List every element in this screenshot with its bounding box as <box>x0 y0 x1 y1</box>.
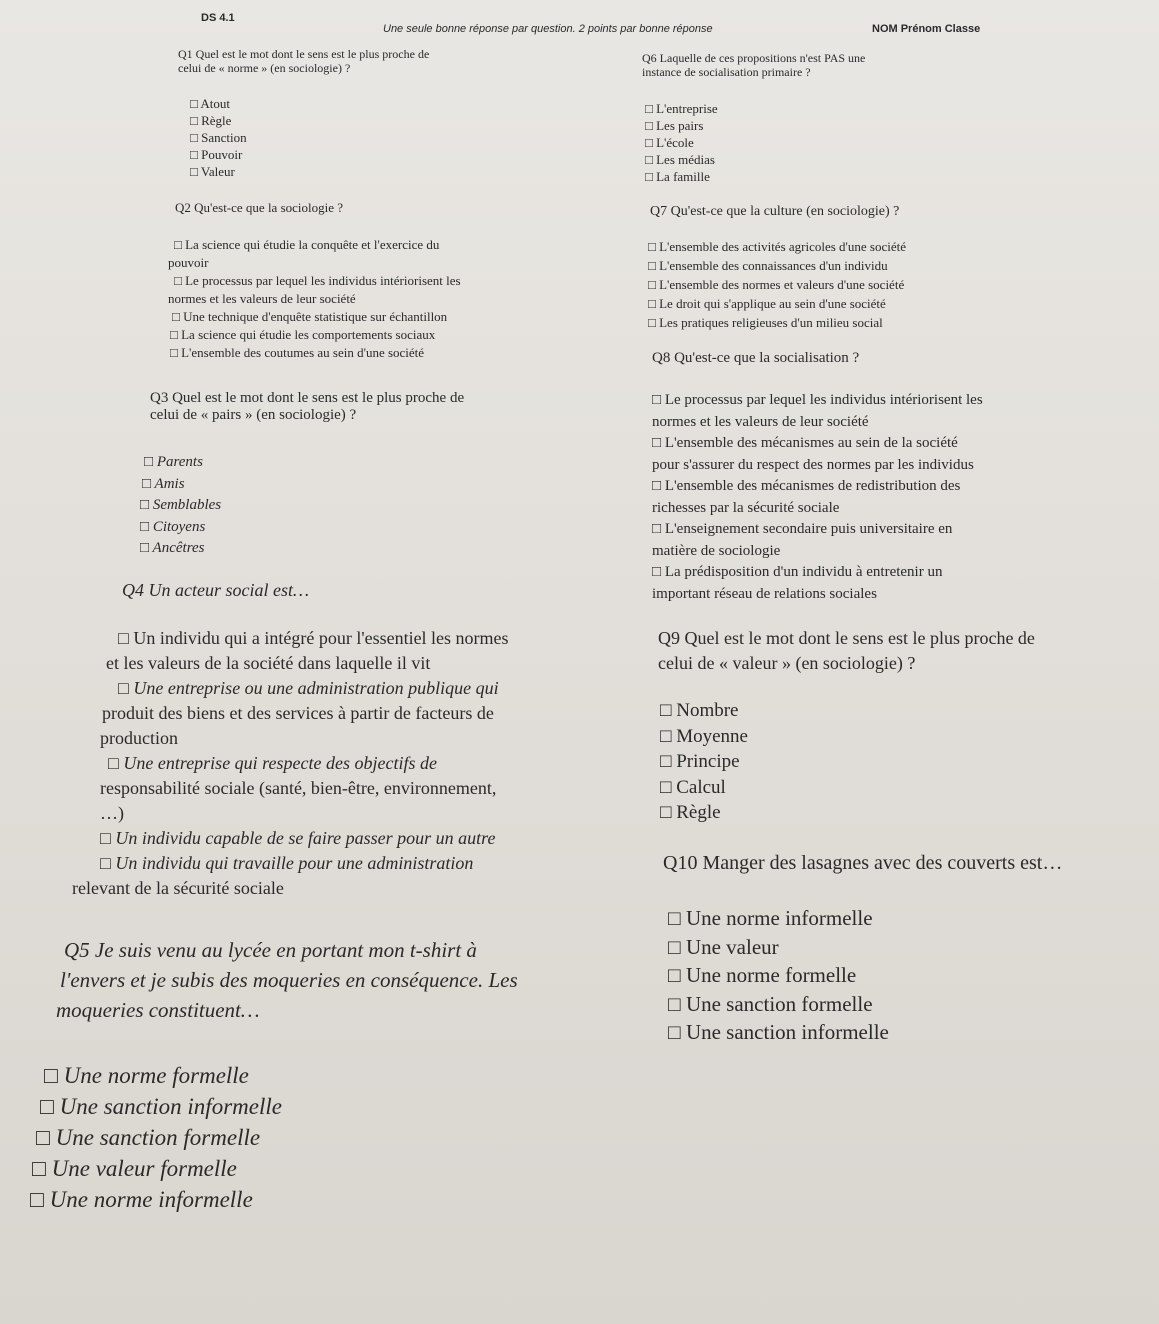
question-6 <box>642 52 865 80</box>
q4-option[interactable]: □ Un individu qui travaille pour une administration <box>100 851 509 876</box>
q5-option[interactable]: □ Une valeur formelle <box>30 1153 282 1184</box>
q2-option[interactable]: □ La science qui étudie les comportements sociaux <box>168 326 461 344</box>
q4-option-cont: responsabilité sociale (santé, bien-être, environnement, <box>100 778 497 798</box>
q2-option[interactable]: □ Une technique d'enquête statistique sur échantillon <box>168 308 461 326</box>
q2-option[interactable]: □ La science qui étudie la conquête et l'exercice du <box>168 236 461 254</box>
q5-option[interactable]: □ Une sanction formelle <box>30 1122 282 1153</box>
q8-option[interactable]: □ L'ensemble des mécanismes de redistribution des <box>652 476 983 498</box>
q9-option[interactable]: □ Principe <box>660 749 748 775</box>
question-9 <box>658 626 1035 676</box>
question-2-text: Q2 Qu'est-ce que la sociologie ? <box>175 200 344 215</box>
question-5-text-line3: moqueries constituent… <box>56 998 260 1022</box>
q1-option[interactable]: □ Atout <box>190 95 247 112</box>
q6-option[interactable]: □ Les médias <box>645 151 718 168</box>
question-9-text-line1: Q9 Quel est le mot dont le sens est le plus proche de <box>658 628 1035 648</box>
question-4-text: Q4 Un acteur social est… <box>122 580 309 600</box>
question-6-text-line1: Q6 Laquelle de ces propositions n'est PAS une <box>642 51 866 65</box>
q8-option-cont: pour s'assurer du respect des normes par les individus <box>652 456 974 473</box>
q10-option[interactable]: □ Une sanction formelle <box>668 990 889 1019</box>
question-1-text-line2: celui de « norme » (en sociologie) ? <box>178 60 351 75</box>
question-9-text-line2: celui de « valeur » (en sociologie) ? <box>658 653 916 673</box>
question-6-text-line2: instance de socialisation primaire ? <box>642 64 811 79</box>
q4-option[interactable]: □ Un individu capable de se faire passer pour un autre <box>100 826 509 851</box>
q3-option[interactable]: □ Amis <box>140 474 221 496</box>
q2-option-cont: normes et les valeurs de leur société <box>168 291 356 306</box>
q4-option-cont: …) <box>100 803 124 823</box>
question-7-options <box>648 237 906 332</box>
q1-option[interactable]: □ Pouvoir <box>190 146 247 163</box>
q9-option[interactable]: □ Nombre <box>660 698 748 724</box>
question-2-options <box>168 236 461 362</box>
q6-option[interactable]: □ La famille <box>645 168 718 185</box>
q3-option[interactable]: □ Semblables <box>140 495 221 517</box>
q7-option[interactable]: □ L'ensemble des normes et valeurs d'une société <box>648 275 906 294</box>
q8-option-cont: matière de sociologie <box>652 542 781 559</box>
question-7-text: Q7 Qu'est-ce que la culture (en sociologie) ? <box>650 204 900 219</box>
question-6-options <box>645 100 718 185</box>
question-1 <box>178 48 429 76</box>
question-5-text-line2: l'envers et je subis des moqueries en conséquence. Les <box>60 968 518 992</box>
q3-option[interactable]: □ Ancêtres <box>140 538 221 560</box>
q8-option[interactable]: □ L'enseignement secondaire puis universitaire en <box>652 519 983 541</box>
q7-option[interactable]: □ L'ensemble des activités agricoles d'une société <box>648 237 906 256</box>
q8-option[interactable]: □ La prédisposition d'un individu à entretenir un <box>652 562 983 584</box>
student-fields: NOM Prénom Classe <box>872 23 981 35</box>
q2-option[interactable]: □ L'ensemble des coutumes au sein d'une société <box>168 344 461 362</box>
q4-option-cont: produit des biens et des services à partir de facteurs de <box>102 703 494 723</box>
q8-option-cont: richesses par la sécurité sociale <box>652 499 840 516</box>
q5-option[interactable]: □ Une norme informelle <box>30 1184 282 1215</box>
question-8-options <box>652 390 983 605</box>
q1-option[interactable]: □ Sanction <box>190 129 247 146</box>
q6-option[interactable]: □ L'école <box>645 134 718 151</box>
q6-option[interactable]: □ L'entreprise <box>645 100 718 117</box>
question-5 <box>56 935 518 1025</box>
q4-option-cont: et les valeurs de la société dans laquelle il vit <box>106 653 431 673</box>
question-3 <box>150 390 464 425</box>
q8-option[interactable]: □ Le processus par lequel les individus intériorisent les <box>652 390 983 412</box>
q7-option[interactable]: □ Les pratiques religieuses d'un milieu social <box>648 313 906 332</box>
question-8-text: Q8 Qu'est-ce que la socialisation ? <box>652 350 860 366</box>
q4-option-cont: production <box>100 728 178 748</box>
question-1-options <box>190 95 247 180</box>
q1-option[interactable]: □ Règle <box>190 112 247 129</box>
q8-option-cont: normes et les valeurs de leur société <box>652 413 869 430</box>
exam-instruction: Une seule bonne réponse par question. 2 points par bonne réponse <box>383 23 713 35</box>
q7-option[interactable]: □ L'ensemble des connaissances d'un individu <box>648 256 906 275</box>
q4-option[interactable]: □ Une entreprise ou une administration publique qui <box>100 676 509 701</box>
question-5-text-line1: Q5 Je suis venu au lycée en portant mon t-shirt à <box>64 938 477 962</box>
q2-option[interactable]: □ Le processus par lequel les individus intériorisent les <box>168 272 461 290</box>
q10-option[interactable]: □ Une sanction informelle <box>668 1018 889 1047</box>
q3-option[interactable]: □ Parents <box>140 452 221 474</box>
question-10-text: Q10 Manger des lasagnes avec des couverts est… <box>663 852 1063 874</box>
q4-option[interactable]: □ Une entreprise qui respecte des objectifs de <box>100 751 509 776</box>
question-4-options <box>72 626 509 901</box>
question-9-options <box>660 698 748 826</box>
q10-option[interactable]: □ Une valeur <box>668 933 889 962</box>
q4-option-cont: relevant de la sécurité sociale <box>72 878 284 898</box>
q1-option[interactable]: □ Valeur <box>190 163 247 180</box>
q4-option[interactable]: □ Un individu qui a intégré pour l'essentiel les normes <box>100 626 509 651</box>
exam-code: DS 4.1 <box>201 12 235 24</box>
q10-option[interactable]: □ Une norme informelle <box>668 904 889 933</box>
question-1-text-line1: Q1 Quel est le mot dont le sens est le plus proche de <box>178 47 430 61</box>
q2-option-cont: pouvoir <box>168 255 209 270</box>
q7-option[interactable]: □ Le droit qui s'applique au sein d'une société <box>648 294 906 313</box>
q10-option[interactable]: □ Une norme formelle <box>668 961 889 990</box>
q9-option[interactable]: □ Moyenne <box>660 724 748 750</box>
q8-option-cont: important réseau de relations sociales <box>652 585 877 602</box>
q6-option[interactable]: □ Les pairs <box>645 117 718 134</box>
q9-option[interactable]: □ Calcul <box>660 775 748 801</box>
q3-option[interactable]: □ Citoyens <box>140 517 221 539</box>
question-3-options <box>140 452 221 560</box>
q8-option[interactable]: □ L'ensemble des mécanismes au sein de la société <box>652 433 983 455</box>
q9-option[interactable]: □ Règle <box>660 800 748 826</box>
question-5-options <box>30 1060 282 1215</box>
q5-option[interactable]: □ Une norme formelle <box>30 1060 282 1091</box>
question-10-options <box>668 904 889 1047</box>
question-3-text-line1: Q3 Quel est le mot dont le sens est le plus proche de <box>150 390 465 406</box>
q5-option[interactable]: □ Une sanction informelle <box>30 1091 282 1122</box>
question-3-text-line2: celui de « pairs » (en sociologie) ? <box>150 407 357 424</box>
